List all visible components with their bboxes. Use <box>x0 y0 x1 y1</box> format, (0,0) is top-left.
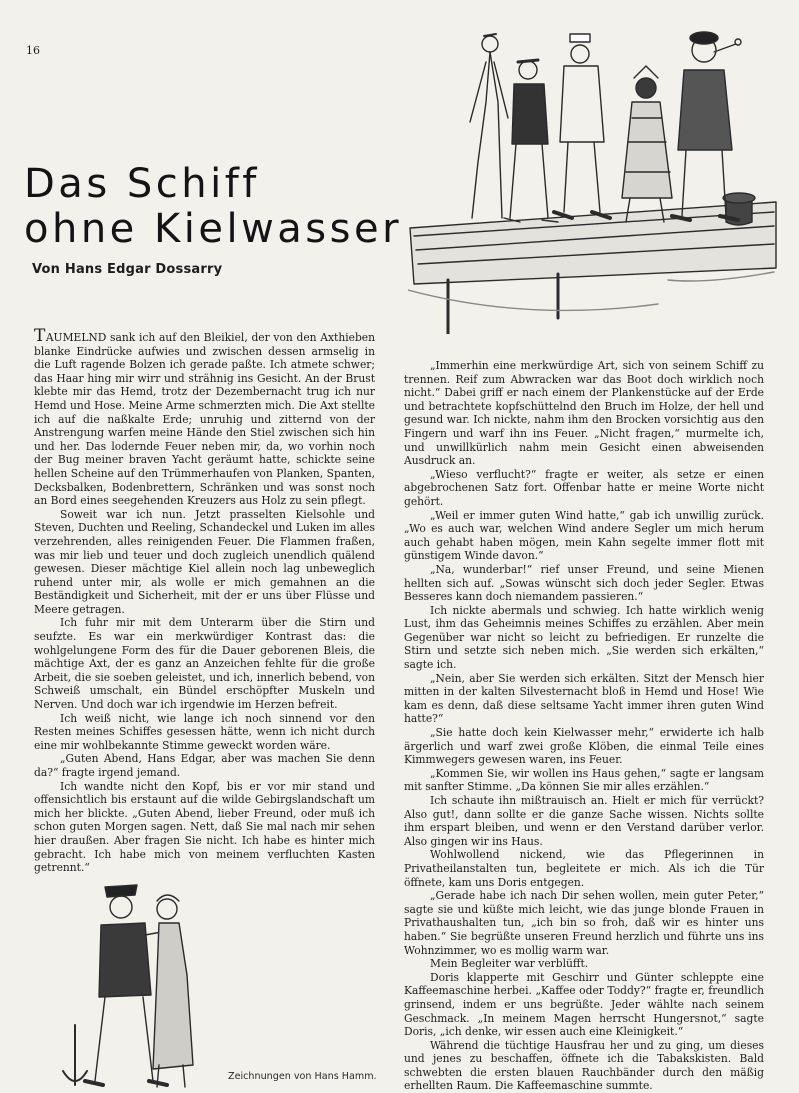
paragraph: „Guten Abend, Hans Edgar, aber was machen Sie denn da?“ fragte irgend jemand. <box>34 752 375 779</box>
paragraph: Ich schaute ihn mißtrauisch an. Hielt er mich für verrückt? Also gut!, dann sollte er die ganze Sache wissen. Nichts sollte ihm erspart bleiben, und wenn er den Verstand darüber verlor. Also gingen wir ins Haus. <box>404 794 764 848</box>
paragraph: „Weil er immer guten Wind hatte,“ gab ich unwillig zurück. „Wo es auch war, welchen Wind andere Segler um mich herum auch gehabt haben mögen, mein Kahn segelte immer flott mit günstigem Winde davon.“ <box>404 508 764 563</box>
left-text-column <box>34 326 375 875</box>
paragraph: „Na, wunderbar!“ rief unser Freund, und seine Mienen hellten sich auf. „Sowas wünscht sich doch jeder Segler. Etwas Besseres kann doch niemandem passieren.“ <box>404 562 764 604</box>
paragraph: „Gerade habe ich nach Dir sehen wollen, mein guter Peter,“ sagte sie und küßte mich leicht, wie das junge blonde Frauen in Privathaushalten tun, „ich bin so froh, daß wir es hinter uns haben.“ Sie begrüßte unseren Freund herzlich und führte uns ins Wohnzimmer, wo es mollig warm war. <box>404 889 764 957</box>
opening-paragraph <box>34 326 375 508</box>
paragraph: „Nein, aber Sie werden sich erkälten. Sitzt der Mensch hier mitten in der kalten Silvesternacht bloß in Hemd und Hose! Wie kam es denn, daß diese seltsame Yacht immer ihren guten Wind hatte?“ <box>404 671 764 726</box>
page-number: 16 <box>26 44 40 57</box>
illustration-credit: Zeichnungen von Hans Hamm. <box>228 1071 377 1082</box>
paragraph: „Wieso verflucht?“ fragte er weiter, als setze er einen abgebrochenen Satz fort. Offenbar hatte er meine Worte nicht gehört. <box>404 467 764 508</box>
paragraph: Soweit war ich nun. Jetzt prasselten Kielsohle und Steven, Duchten und Reeling, Schandeckel und Luken im alles verzehrenden, alles reinigenden Feuer. Die Flammen fraßen, was mir lieb und teuer und doch zugleich unendlich quälend gewesen. Dieser mächtige Kiel allein noch lag unbeweglich ruhend unter mir, als wolle er mich gemahnen an die Beständigkeit und Sicherheit, mit der er uns über Flüsse und Meere getragen. <box>34 507 375 616</box>
paragraph: Ich wandte nicht den Kopf, bis er vor mir stand und offensichtlich bis erstaunt auf die wilde Gebirgslandschaft um mich her blickte. „Guten Abend, lieber Freund, oder muß ich schon guten Morgen sagen. Nett, daß Sie mal nach mir sehen hier draußen. Aber fragen Sie nicht. Ich habe es hinter mich gebracht. Ich habe mich von meinem verfluchten Kasten getrennt.“ <box>34 779 375 875</box>
paragraph: Wohlwollend nickend, wie das Pflegerinnen in Privatheilanstalten tun, begleitete er mich. Als ich die Tür öffnete, kam uns Doris entgegen. <box>404 848 764 889</box>
opening-paragraph-text: AUMELND sank ich auf den Bleikiel, der von den Axthieben blanke Eindrücke aufwies und zwischen dessen armselig in die Luft ragende Bolzen ich gerade paßte. Ich atmete schwer; das Haar hing mir wirr und strähnig ins Gesicht. An der Brust klebte mir das Hemd, trotz der Dezembernacht trug ich nur Hemd und Hose. Meine Arme schmerzten mich. Die Axt stellte ich auf die naßkalte Erde; unruhig und zitternd von der Anstrengung warfen meine Hände den Stiel zwischen sich hin und her. Das lodernde Feuer neben mir, da, wo vorhin noch der Bug meiner braven Yacht geräumt hatte, schickte seine hellen Scheine auf den Trümmerhaufen von Planken, Spanten, Decksbalken, Bodenbrettern, Schränken und was sonst noch an Bord eines seegehenden Kreuzers aus Holz zu sein pflegt. <box>34 331 375 508</box>
byline: Von Hans Edgar Dossarry <box>32 262 223 277</box>
title-line-1: Das Schiff <box>24 161 260 207</box>
title-line-2: ohne Kielwasser <box>24 206 403 252</box>
paragraph: „Sie hatte doch kein Kielwasser mehr,“ erwiderte ich halb ärgerlich und warf zwei große Klöben, die einmal Teile eines Kimmwegers gewesen waren, ins Feuer. <box>404 726 764 767</box>
paragraph: Doris klapperte mit Geschirr und Günter schleppte eine Kaffeemaschine herbei. „Kaffee oder Toddy?“ fragte er, freundlich grinsend, indem er uns begrüßte. Jeder wählte nach seinem Geschmack. „In meinem Magen herrscht Hungersnot,“ sagte Doris, „ich denke, wir essen auch eine Kleinigkeit.“ <box>404 970 764 1039</box>
paragraph: Während die tüchtige Hausfrau her und zu ging, um dieses und jenes zu beschaffen, öffnete ich die Tabakskisten. Bald schwebten die ersten blauen Rauchbänder durch den mäßig erhellten Raum. Die Kaffeemaschine summte. <box>404 1038 764 1093</box>
paragraph: „Kommen Sie, wir wollen ins Haus gehen,“ sagte er langsam mit sanfter Stimme. „Da können Sie mir alles erzählen.“ <box>404 766 764 794</box>
paragraph: „Immerhin eine merkwürdige Art, sich von seinem Schiff zu trennen. Reif zum Abwracken war das Boot doch wirklich noch nicht.“ Dabei griff er nach einem der Plankenstücke auf der Erde und betrachtete kopfschüttelnd den Bruch im Holze, der hell und gesund war. Ich nickte, nahm ihm den Brocken vorsichtig aus den Fingern und warf ihn ins Feuer. „Nicht fragen,“ murmelte ich, und unwillkürlich nahm mein Gesicht einen abweisenden Ausdruck an. <box>404 359 764 468</box>
right-text-column <box>404 359 764 1093</box>
article-title <box>24 162 402 252</box>
pier-figures-illustration <box>408 22 778 334</box>
paragraph: Ich nickte abermals und schwieg. Ich hatte wirklich wenig Lust, ihm das Geheimnis meines Schiffes zu erzählen. Aber mein Gegenüber war nicht so leicht zu befriedigen. Er runzelte die Stirn und setzte sich neben mich. „Sie werden sich erkälten,“ sagte ich. <box>404 603 764 672</box>
paragraph: Mein Begleiter war verblüfft. <box>430 957 589 971</box>
paragraph: Ich fuhr mir mit dem Unterarm über die Stirn und seufzte. Es war ein merkwürdiger Kontrast das: die wohlgelungene Form des für die Dauer geborenen Bleis, die mächtige Axt, der es ganz an Anzeichen fehlte für die große Arbeit, die sie soeben geleistet, und ich, innerlich bebend, von Schweiß umschalt, ein Bündel erschöpfter Muskeln und Nerven. Und doch war ich irgendwie im Herzen befreit. <box>34 616 375 712</box>
paragraph: Ich weiß nicht, wie lange ich noch sinnend vor den Resten meines Schiffes gesessen hätte, wenn ich nicht durch eine mir wohlbekannte Stimme geweckt worden wäre. <box>34 711 375 752</box>
drop-cap: T <box>34 326 46 346</box>
sailor-couple-illustration <box>55 875 220 1092</box>
